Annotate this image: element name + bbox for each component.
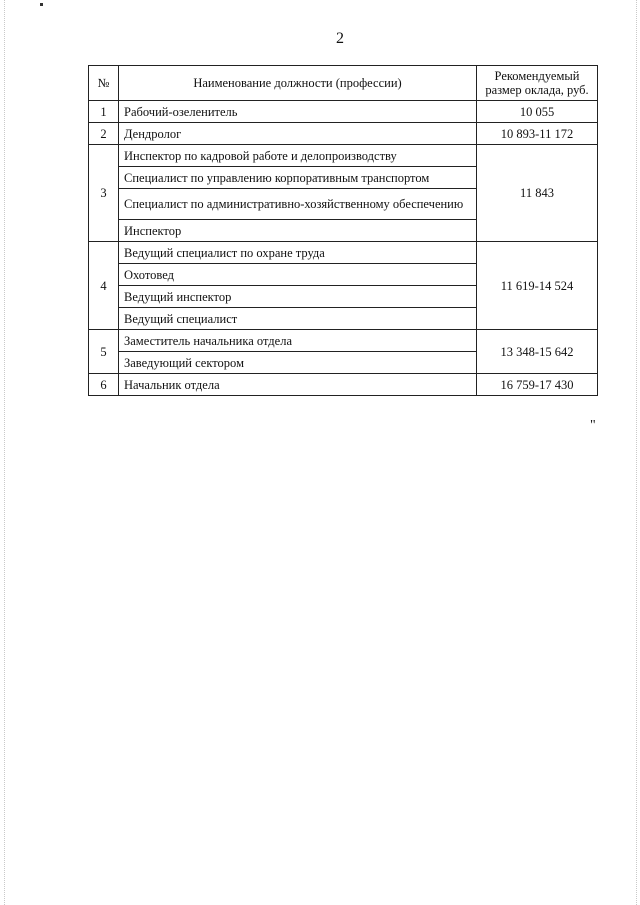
salary-value: 10 893-11 172 (477, 123, 598, 145)
position-name: Ведущий специалист (119, 308, 477, 330)
header-salary: Рекомендуемый размер оклада, руб. (477, 66, 598, 101)
header-number: № (89, 66, 119, 101)
table-row (89, 374, 598, 396)
position-name: Специалист по управлению корпоративным транспортом (119, 167, 477, 189)
closing-quote: " (590, 418, 596, 433)
group-number: 5 (89, 330, 119, 374)
table-row (89, 145, 598, 167)
salary-value: 16 759-17 430 (477, 374, 598, 396)
position-name: Инспектор (119, 220, 477, 242)
position-name: Ведущий специалист по охране труда (119, 242, 477, 264)
header-position: Наименование должности (профессии) (119, 66, 477, 101)
group-number: 4 (89, 242, 119, 330)
scan-edge-left (4, 0, 5, 905)
group-number: 6 (89, 374, 119, 396)
position-name: Дендролог (119, 123, 477, 145)
table-row (89, 123, 598, 145)
position-name: Специалист по административно-хозяйственному обеспечению (119, 189, 477, 220)
salary-value: 10 055 (477, 101, 598, 123)
group-number: 2 (89, 123, 119, 145)
salary-value: 13 348-15 642 (477, 330, 598, 374)
salary-table (88, 65, 598, 396)
table-row (89, 242, 598, 264)
position-name: Начальник отдела (119, 374, 477, 396)
table-row (89, 101, 598, 123)
position-name: Ведущий инспектор (119, 286, 477, 308)
position-name: Инспектор по кадровой работе и делопроизводству (119, 145, 477, 167)
table-header-row (89, 66, 598, 101)
position-name: Охотовед (119, 264, 477, 286)
position-name: Заместитель начальника отдела (119, 330, 477, 352)
position-name: Заведующий сектором (119, 352, 477, 374)
group-number: 3 (89, 145, 119, 242)
salary-value: 11 843 (477, 145, 598, 242)
position-name: Рабочий-озеленитель (119, 101, 477, 123)
group-number: 1 (89, 101, 119, 123)
scan-edge-right (636, 0, 637, 905)
page-number: 2 (336, 30, 344, 47)
salary-value: 11 619-14 524 (477, 242, 598, 330)
scan-artifact-dot (40, 3, 43, 6)
table-row (89, 330, 598, 352)
